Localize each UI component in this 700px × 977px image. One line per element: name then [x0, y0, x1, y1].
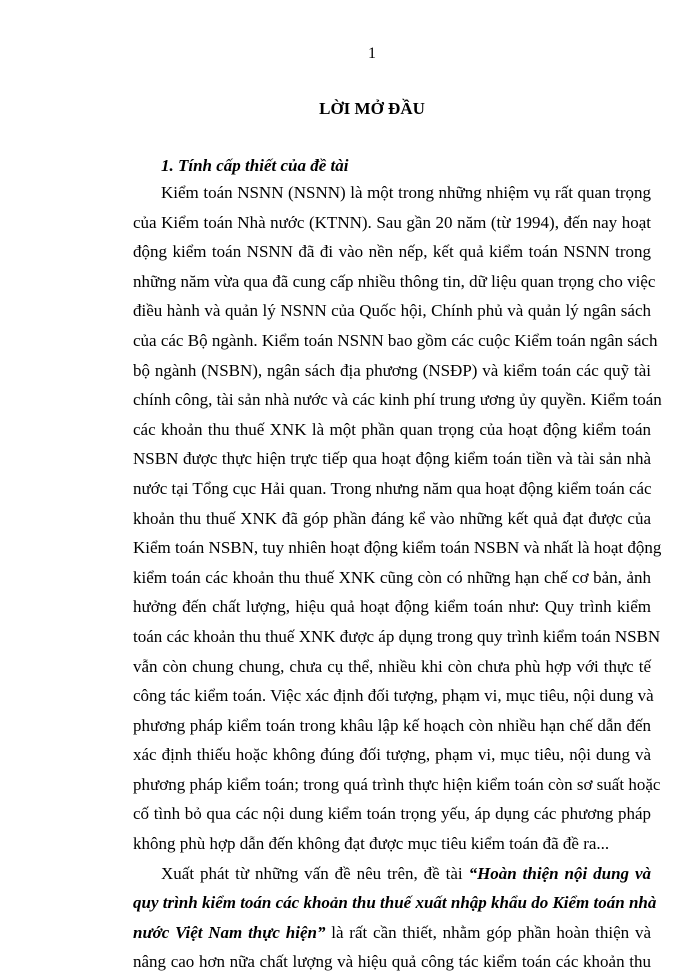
paragraph-line: toán các khoản thu thuế XNK được áp dụng trong quy trình kiểm toán NSBN [133, 626, 661, 646]
thesis-title-text: quy trình kiểm toán các khoản thu thuế xuất nhập khẩu do Kiểm toán nhà [133, 893, 657, 913]
paragraph-line: phương pháp kiểm toán trong khâu lập kế hoạch còn nhiều hạn chế dẫn đến [133, 715, 651, 735]
paragraph-line: những năm vừa qua đã cung cấp nhiều thông tin, dữ liệu quan trọng cho việc [133, 271, 656, 291]
paragraph-line: kiểm toán các khoản thu thuế XNK cũng còn có những hạn chế cơ bản, ảnh [133, 567, 651, 587]
paragraph-line: khoản thu thuế XNK đã góp phần đáng kể vào những kết quả đạt được của [133, 508, 651, 528]
paragraph-line: NSBN được thực hiện trực tiếp qua hoạt động kiểm toán tiền và tài sản nhà [133, 449, 651, 469]
paragraph-line [133, 859, 651, 889]
section-heading: 1. Tính cấp thiết của đề tài [161, 156, 349, 175]
paragraph-line: nước tại Tổng cục Hải quan. Trong nhưng năm qua hoạt động kiểm toán các [133, 478, 652, 498]
paragraph-line: phương pháp kiểm toán; trong quá trình thực hiện kiểm toán còn sơ suất hoặc [133, 774, 661, 794]
paragraph-line [133, 918, 651, 948]
paragraph-line: Kiểm toán NSBN, tuy nhiên hoạt động kiểm toán NSBN và nhất là hoạt động [133, 538, 662, 558]
paragraph-2 [133, 859, 657, 977]
paragraph-1 [133, 178, 662, 859]
body-text [133, 178, 662, 977]
paragraph-line: chính công, tài sản nhà nước và các kinh phí trung ương ủy quyền. Kiểm toán [133, 390, 662, 410]
paragraph-line: các khoản thu thuế XNK là một phần quan trọng của hoạt động kiểm toán [133, 419, 651, 439]
thesis-title-text: “Hoàn thiện nội dung và [468, 863, 651, 883]
paragraph-line: xác định thiếu hoặc không đúng đối tượng, phạm vi, mục tiêu, nội dung và [133, 745, 651, 765]
paragraph-line: nâng cao hơn nữa chất lượng và hiệu quả công tác kiểm toán các khoản thu [133, 952, 651, 972]
paragraph-line: của Kiểm toán Nhà nước (KTNN). Sau gần 20 năm (từ 1994), đến nay hoạt [133, 212, 651, 232]
paragraph-line: của các Bộ ngành. Kiểm toán NSNN bao gồm các cuộc Kiểm toán ngân sách [133, 330, 658, 350]
paragraph-line: Kiểm toán NSNN (NSNN) là một trong những nhiệm vụ rất quan trọng [161, 183, 651, 202]
paragraph-text: là rất cần thiết, nhằm góp phần hoàn thiện và [325, 922, 651, 942]
paragraph-line: bộ ngành (NSBN), ngân sách địa phương (NSĐP) và kiểm toán các quỹ tài [133, 360, 651, 380]
paragraph-line: công tác kiểm toán. Việc xác định đối tượng, phạm vi, mục tiêu, nội dung và [133, 686, 654, 706]
page-number: 1 [368, 45, 376, 62]
paragraph-line: cố tình bỏ qua các nội dung kiểm toán trọng yếu, áp dụng các phương pháp [133, 804, 651, 824]
paragraph-line: hưởng đến chất lượng, hiệu quả hoạt động kiểm toán như: Quy trình kiểm [133, 597, 651, 617]
page-title: LỜI MỞ ĐẦU [319, 99, 425, 118]
paragraph-line: động kiểm toán NSNN đã đi vào nền nếp, kết quả kiểm toán NSNN trong [133, 242, 651, 262]
paragraph-line: điều hành và quản lý NSNN của Quốc hội, Chính phủ và quản lý ngân sách [133, 301, 651, 321]
paragraph-line: không phù hợp dẫn đến không đạt được mục tiêu kiểm toán đã đề ra... [133, 834, 610, 854]
paragraph-line: vẫn còn chung chung, chưa cụ thể, nhiều khi còn chưa phù hợp với thực tế [133, 656, 651, 676]
paragraph-text: Xuất phát từ những vấn đề nêu trên, đề tài [161, 863, 469, 883]
thesis-title-text: nước Việt Nam thực hiện” [133, 922, 326, 942]
